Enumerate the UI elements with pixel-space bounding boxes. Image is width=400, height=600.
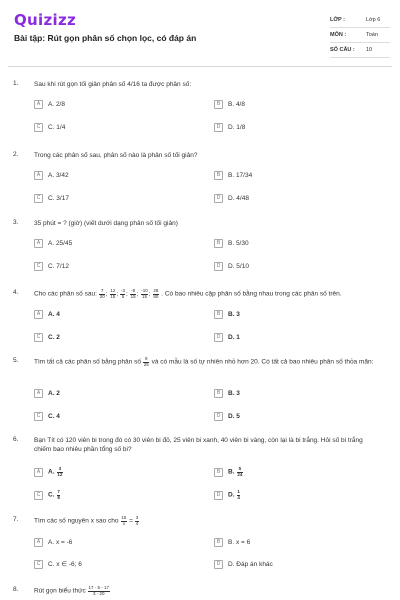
option-letter-box: D <box>214 560 223 569</box>
option-text: A. x = -6 <box>48 538 73 546</box>
option-c[interactable] <box>34 121 214 133</box>
option-a[interactable] <box>34 98 214 110</box>
option-letter-box: D <box>214 262 223 271</box>
fraction: $\frac{-8}{15}$ <box>130 288 136 299</box>
option-letter-box: A <box>34 389 43 398</box>
option-d[interactable] <box>214 331 394 343</box>
question-number: 6. <box>13 436 19 443</box>
option-text: B. 5/30 <box>228 239 249 247</box>
option-text: B. 3 <box>228 389 240 397</box>
option-letter-box: D <box>214 491 223 500</box>
option-text: C. 7/12 <box>48 262 69 270</box>
option-text: A. 2/8 <box>48 100 65 108</box>
question-number: 3. <box>13 219 19 226</box>
option-letter-box: B <box>214 538 223 547</box>
option-c[interactable] <box>34 558 214 570</box>
option-a[interactable] <box>34 308 214 320</box>
option-letter-box: B <box>214 171 223 180</box>
option-text: B. 3 <box>228 310 240 318</box>
option-letter-box: D <box>214 333 223 342</box>
option-b[interactable] <box>214 237 394 249</box>
option-letter-box: A <box>34 310 43 319</box>
option-c[interactable] <box>34 260 214 272</box>
option-letter-box: C <box>34 262 43 271</box>
option-a[interactable] <box>34 536 214 548</box>
question-text: Tìm các số nguyên x sao cho $\frac{15}{x}$ = $\frac{3}{4}$ <box>34 515 139 526</box>
option-letter-box: C <box>34 194 43 203</box>
option-b[interactable] <box>214 466 394 478</box>
fraction: $\frac{15}{x}$ <box>121 515 127 526</box>
option-text: A. 25/45 <box>48 239 73 247</box>
option-c[interactable] <box>34 331 214 343</box>
option-text: A. 3/42 <box>48 171 69 179</box>
fraction: $\frac{12}{15}$ <box>110 288 116 299</box>
option-text: A. 2 <box>48 389 60 397</box>
option-b[interactable] <box>214 536 394 548</box>
option-d[interactable] <box>214 192 394 204</box>
option-text: C. 1/4 <box>48 123 66 131</box>
option-letter-box: C <box>34 333 43 342</box>
question-text: 35 phút = ? (giờ) (viết dưới dạng phân số tối giản) <box>34 220 178 227</box>
option-d[interactable] <box>214 260 394 272</box>
option-b[interactable] <box>214 308 394 320</box>
option-letter-box: A <box>34 468 43 477</box>
option-letter-box: B <box>214 468 223 477</box>
question-number: 5. <box>13 357 19 364</box>
meta-row-subject: MÔN : Toán <box>330 28 390 43</box>
option-letter-box: D <box>214 123 223 132</box>
question-text: Sau khi rút gọn tối giản phân số 4/16 ta được phân số: <box>34 81 192 88</box>
option-text: D. 1/8 <box>228 123 246 131</box>
fraction: $\frac{28}{80}$ <box>153 288 159 299</box>
option-a[interactable] <box>34 169 214 181</box>
fraction: $\frac{9}{25}$ <box>143 356 149 367</box>
fraction: $\frac{17 \cdot 5 - 17}{3 \cdot 20}$ <box>88 585 110 596</box>
option-letter-box: B <box>214 310 223 319</box>
option-text: B. x = 6 <box>228 538 251 546</box>
question-text: Rút gọn biểu thức $\frac{17 \cdot 5 - 17}{3 \cdot 20}$ <box>34 585 110 596</box>
option-d[interactable] <box>214 410 394 422</box>
option-a[interactable] <box>34 387 214 399</box>
option-text: D. 5/10 <box>228 262 249 270</box>
question-text: Cho các phân số sau: $\frac{7}{20}$ ; $\frac{12}{15}$ ; $\frac{-3}{5}$ ; $\frac{-8}{15}$ ; $\frac{-10}{15}$ ; $\frac{28}{80}$ . Có bao nhiêu cặp phân số bằng nhau trong các phân số trên. <box>34 288 342 299</box>
option-a[interactable] <box>34 466 214 478</box>
option-c[interactable] <box>34 489 214 501</box>
option-text: A. 4 <box>48 310 60 318</box>
option-b[interactable] <box>214 387 394 399</box>
option-letter-box: C <box>34 491 43 500</box>
option-text: B. $\frac{5}{24}$ <box>228 466 243 477</box>
worksheet-header <box>0 0 400 64</box>
option-d[interactable] <box>214 489 394 501</box>
question-number: 7. <box>13 516 19 523</box>
option-letter-box: A <box>34 538 43 547</box>
option-text: C. 2 <box>48 333 60 341</box>
option-letter-box: B <box>214 239 223 248</box>
option-letter-box: A <box>34 239 43 248</box>
question-text: Trong các phân số sau, phân số nào là phân số tối giản? <box>34 152 198 159</box>
option-letter-box: C <box>34 412 43 421</box>
option-text: B. 4/8 <box>228 100 245 108</box>
option-a[interactable] <box>34 237 214 249</box>
option-letter-box: C <box>34 123 43 132</box>
option-text: D. 4/48 <box>228 194 249 202</box>
option-text: D. 5 <box>228 412 240 420</box>
option-b[interactable] <box>214 169 394 181</box>
option-letter-box: A <box>34 100 43 109</box>
option-text: C. x ∈ -6; 6 <box>48 561 82 568</box>
option-text: C. $\frac{7}{8}$ <box>48 489 60 500</box>
option-letter-box: B <box>214 100 223 109</box>
meta-row-count: SỐ CÂU : 10 <box>330 43 390 58</box>
option-letter-box: C <box>34 560 43 569</box>
worksheet-title: Bài tập: Rút gọn phân số chọn lọc, có đáp án <box>14 33 197 43</box>
option-text: D. $\frac{1}{4}$ <box>228 489 240 500</box>
question-number: 4. <box>13 289 19 296</box>
option-text: D. 1 <box>228 333 240 341</box>
option-text: B. 17/34 <box>228 171 253 179</box>
option-letter-box: D <box>214 412 223 421</box>
question-number: 1. <box>13 80 19 87</box>
fraction: $\frac{3}{4}$ <box>135 515 139 526</box>
header-divider <box>8 66 392 67</box>
worksheet-meta <box>330 13 390 58</box>
fraction: $\frac{-3}{5}$ <box>120 288 125 299</box>
option-letter-box: D <box>214 194 223 203</box>
question-number: 2. <box>13 151 19 158</box>
fraction: $\frac{-10}{15}$ <box>141 288 148 299</box>
option-c[interactable] <box>34 410 214 422</box>
option-d[interactable] <box>214 558 394 570</box>
quizizz-logo: Quizizz <box>14 11 77 29</box>
option-text: A. $\frac{3}{12}$ <box>48 466 63 477</box>
option-d[interactable] <box>214 121 394 133</box>
option-c[interactable] <box>34 192 214 204</box>
question-number: 8. <box>13 586 19 593</box>
question-text: Bạn Tít có 120 viên bi trong đó có 30 viên bi đỏ, 25 viên bi xanh, 40 viên bi vàng, còn lại là bi trắng. Hỏi số bi trắng chiếm bao nhiêu phần tổng số bi? <box>34 437 363 453</box>
question-text: Tìm tất cả các phân số bằng phân số $\frac{9}{25}$ và có mẫu là số tự nhiên nhỏ hơn 20. Có tất cả bao nhiêu phân số thỏa mãn: <box>34 356 374 367</box>
option-text: D. Đáp án khác <box>228 560 273 568</box>
option-b[interactable] <box>214 98 394 110</box>
meta-row-grade: LỚP : Lớp 6 <box>330 13 390 28</box>
option-letter-box: A <box>34 171 43 180</box>
option-text: C. 4 <box>48 412 60 420</box>
option-letter-box: B <box>214 389 223 398</box>
option-text: C. 3/17 <box>48 194 69 202</box>
fraction: $\frac{7}{20}$ <box>99 288 105 299</box>
